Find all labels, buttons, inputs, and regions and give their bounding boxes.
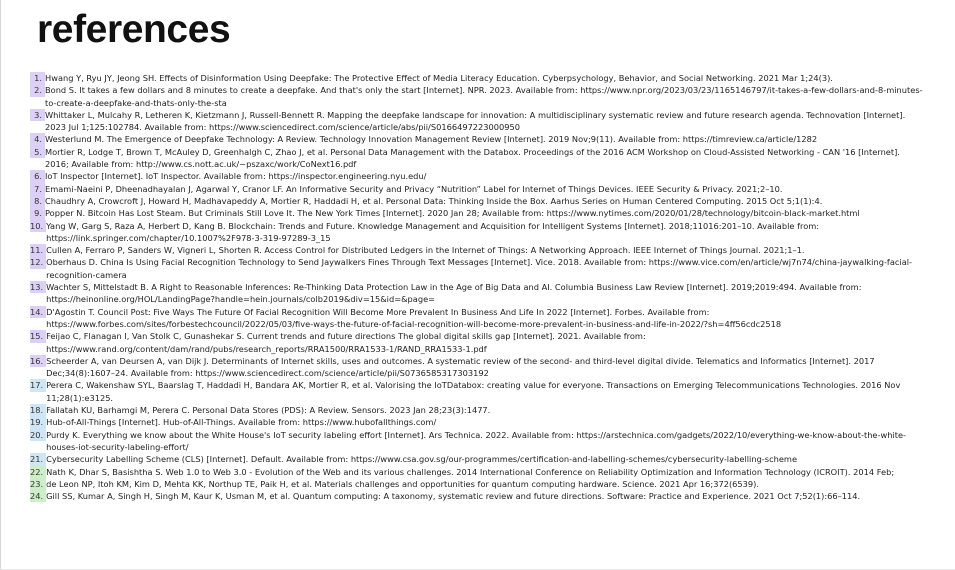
reference-text: Hub-of-All-Things [Internet]. Hub-of-All-Things. Available from: https://www.hubofallthings.com/ [46, 417, 437, 428]
reference-number: 6. [30, 170, 45, 182]
reference-item [30, 84, 925, 109]
reference-number: 5. [30, 146, 45, 158]
page-title: references [37, 8, 231, 51]
reference-number: 17. [30, 379, 46, 391]
reference-text: Gill SS, Kumar A, Singh H, Singh M, Kaur K, Usman M, et al. Quantum computing: A taxonomy, systematic review and future directions. Software: Practice and Experience. 2021 Oct 7;52(1):66–114. [46, 491, 861, 502]
reference-number: 1. [30, 72, 45, 84]
reference-text: Westerlund M. The Emergence of Deepfake Technology: A Review. Technology Innovation Management Review [Internet]. 2019 Nov;9(11). Available from: https://timreview.ca/article/1282 [45, 134, 818, 145]
reference-number: 9. [30, 207, 45, 219]
reference-text: Cullen A, Ferraro P, Sanders W, Vigneri L, Shorten R. Access Control for Distributed Ledgers in the Internet of Things: A Networking Approach. IEEE Internet of Things Journal. 2021;1–1. [46, 245, 805, 256]
reference-list [30, 72, 925, 502]
reference-text: Purdy K. Everything we know about the White House's IoT security labeling effort [Internet]. Ars Technica. 2022. Available from: https://arstechnica.com/gadgets/2022/10/everything-we-know-about-the-white-houses-iot-security-labeling-effort/ [46, 429, 907, 452]
reference-text: Perera C, Wakenshaw SYL, Baarslag T, Haddadi H, Bandara AK, Mortier R, et al. Valorising the IoTDatabox: creating value for everyone. Transactions on Emerging Telecommunications Technologies. 2016 Nov 11;28(1):e3125. [46, 380, 901, 403]
reference-text: Cybersecurity Labelling Scheme (CLS) [Internet]. Default. Available from: https://www.csa.gov.sg/our-programmes/certification-and-labelling-schemes/cybersecurity-labelling-scheme [46, 454, 798, 465]
reference-item [30, 330, 925, 355]
reference-item [30, 306, 925, 331]
reference-text: Emami-Naeini P, Dheenadhayalan J, Agarwal Y, Cranor LF. An Informative Security and Privacy “Nutrition” Label for Internet of Things Devices. IEEE Security & Privacy. 2021;2–10. [45, 183, 783, 194]
reference-text: Chaudhry A, Crowcroft J, Howard H, Madhavapeddy A, Mortier R, Haddadi H, et al. Personal Data: Thinking Inside the Box. Aarhus Series on Human Centered Computing. 2015 Oct 5;1(1):4. [45, 195, 823, 206]
reference-number: 12. [30, 256, 46, 268]
reference-text: Scheerder A, van Deursen A, van Dijk J. Determinants of Internet skills, uses and outcomes. A systematic review of the second- and third-level digital divide. Telematics and Informatics [Internet]. 2017 Dec;34(8):1607–24. Available from: https://www.sciencedirect.com/science/article/pii/S0736585317303192 [46, 355, 875, 379]
reference-number: 3. [30, 109, 45, 121]
reference-number: 18. [30, 404, 46, 416]
reference-item [30, 244, 925, 256]
reference-text: Wachter S, Mittelstadt B. A Right to Reasonable Inferences: Re-Thinking Data Protection Law in the Age of Big Data and AI. Columbia Business Law Review [Internet]. 2019;2019:494. Available from: https://heinonline.org/HOL/LandingPage?handle=hein.journals/colb2019&div=15&id=&page= [46, 282, 862, 305]
reference-item [30, 453, 925, 465]
reference-number: 23. [30, 478, 46, 490]
reference-item [30, 195, 925, 207]
reference-number: 8. [30, 195, 45, 207]
reference-text: Fallatah KU, Barhamgi M, Perera C. Personal Data Stores (PDS): A Review. Sensors. 2023 Jan 28;23(3):1477. [46, 405, 491, 416]
reference-item [30, 72, 925, 84]
reference-number: 16. [30, 355, 46, 367]
reference-text: Nath K, Dhar S, Basishtha S. Web 1.0 to Web 3.0 - Evolution of the Web and its various challenges. 2014 International Conference on Reliability Optimization and Information Technology (ICROIT). 2014 Feb; [46, 466, 895, 477]
reference-text: Mortier R, Lodge T, Brown T, McAuley D, Greenhalgh C, Zhao J, et al. Personal Data Management with the Databox. Proceedings of the 2016 ACM Workshop on Cloud-Assisted Networking - CAN '16 [Internet]. 2016; Available from: http://www.cs.nott.ac.uk/~pszaxc/work/CoNext16.pdf [45, 146, 900, 170]
reference-item [30, 170, 925, 182]
reference-item [30, 207, 925, 219]
reference-item [30, 466, 925, 478]
reference-item [30, 256, 925, 281]
reference-item [30, 416, 925, 428]
reference-text: Popper N. Bitcoin Has Lost Steam. But Criminals Still Love It. The New York Times [Internet]. 2020 Jan 28; Available from: https://www.nytimes.com/2020/01/28/technology/bitcoin-black-market.html [45, 208, 860, 219]
reference-text: D'Agostin T. Council Post: Five Ways The Future Of Facial Recognition Will Become More Prevalent In Business And Life In 2022 [Internet]. Forbes. Available from: https://www.forbes.com/sites/forbestechcouncil/2022/05/03/five-ways-the-future-of-facial-recognition-will-become-more-prevalent-in-business-and-life-in-2022/?sh=4ff56cdc2518 [46, 306, 782, 329]
reference-text: Whittaker L, Mulcahy R, Letheren K, Kietzmann J, Russell-Bennett R. Mapping the deepfake landscape for innovation: A multidisciplinary systematic review and future research agenda. Technovation [Internet]. 2023 Jul 1;125:102784. Available from: https://www.sciencedirect.com/science/article/abs/pii/S0166497223000950 [45, 109, 906, 133]
reference-item [30, 404, 925, 416]
reference-number: 22. [30, 466, 46, 478]
reference-text: Oberhaus D. China Is Using Facial Recognition Technology to Send Jaywalkers Fines Through Text Messages [Internet]. Vice. 2018. Available from: https://www.vice.com/en/article/wj7n74/china-jaywalking-facial-recognition-camera [46, 257, 913, 280]
reference-number: 11. [30, 244, 46, 256]
reference-number: 15. [30, 330, 46, 342]
reference-number: 7. [30, 183, 45, 195]
reference-item [30, 490, 925, 502]
reference-text: Hwang Y, Ryu JY, Jeong SH. Effects of Disinformation Using Deepfake: The Protective Effect of Media Literacy Education. Cyberpsychology, Behavior, and Social Networking. 2021 Mar 1;24(3). [45, 73, 833, 83]
reference-number: 2. [30, 84, 45, 96]
page-left-border [0, 0, 1, 570]
reference-item [30, 183, 925, 195]
reference-item [30, 379, 925, 404]
reference-number: 14. [30, 306, 46, 318]
reference-number: 20. [30, 429, 46, 441]
reference-number: 10. [30, 220, 46, 232]
reference-text: IoT Inspector [Internet]. IoT Inspector. Available from: https://inspector.engineering.nyu.edu/ [45, 171, 427, 182]
reference-text: de Leon NP, Itoh KM, Kim D, Mehta KK, Northup TE, Paik H, et al. Materials challenges and opportunities for quantum computing hardware. Science. 2021 Apr 16;372(6539). [46, 478, 760, 489]
reference-item [30, 429, 925, 454]
reference-item [30, 478, 925, 490]
reference-item [30, 281, 925, 306]
reference-number: 21. [30, 453, 46, 465]
reference-item [30, 146, 925, 171]
reference-item [30, 133, 925, 145]
reference-number: 4. [30, 133, 45, 145]
reference-number: 13. [30, 281, 46, 293]
reference-number: 19. [30, 416, 46, 428]
reference-item [30, 109, 925, 134]
reference-text: Yang W, Garg S, Raza A, Herbert D, Kang B. Blockchain: Trends and Future. Knowledge Management and Acquisition for Intelligent Systems [Internet]. 2018;11016:201–10. Available from: https://link.springer.com/chapter/10.1007%2F978-3-319-97289-3_15 [46, 220, 820, 243]
reference-number: 24. [30, 490, 46, 502]
reference-text: Feijao C, Flanagan I, Van Stolk C, Gunashekar S. Current trends and future directions The global digital skills gap [Internet]. 2021. Available from: https://www.rand.org/content/dam/rand/pubs/research_reports/RRA1500/RRA1533-1/RAND_RRA1533-1.pdf [46, 331, 646, 354]
reference-text: Bond S. It takes a few dollars and 8 minutes to create a deepfake. And that's only the start [Internet]. NPR. 2023. Available from: https://www.npr.org/2023/03/23/1165146797/it-takes-a-few-dollars-and-8-minutes-to-create-a-deepfake-and-thats-only-the-sta [45, 85, 923, 108]
reference-item [30, 355, 925, 380]
reference-item [30, 220, 925, 245]
